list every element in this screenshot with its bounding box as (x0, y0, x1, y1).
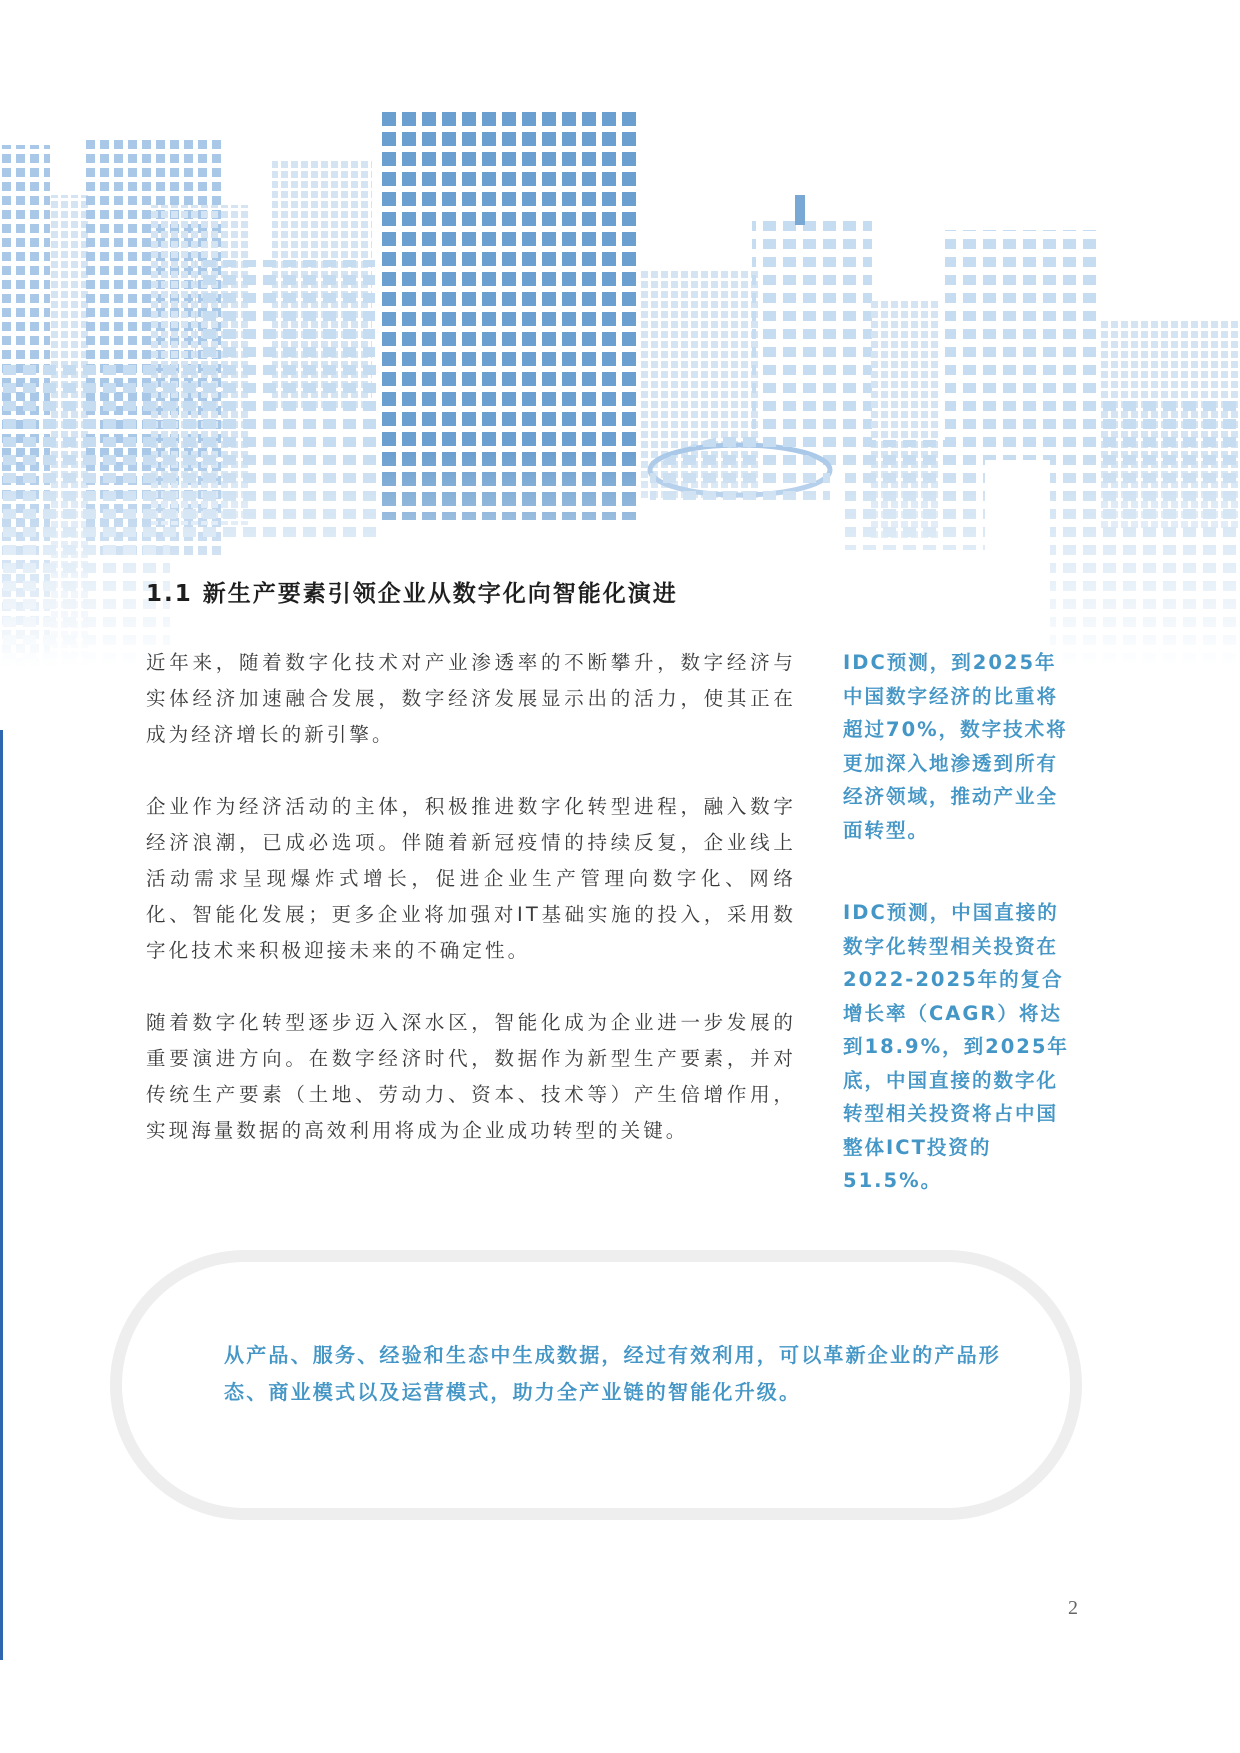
body-paragraph: 随着数字化转型逐步迈入深水区，智能化成为企业进一步发展的重要演进方向。在数字经济时代，数据作为新型生产要素，并对传统生产要素（土地、劳动力、资本、技术等）产生倍增作用，实现海量数据的高效利用将成为企业成功转型的关键。 (146, 1011, 796, 1142)
side-note-idc-investment: IDC预测，中国直接的数字化转型相关投资在2022-2025年的复合增长率（CAGR）将达到18.9%，到2025年底，中国直接的数字化转型相关投资将占中国整体ICT投资的51.5%。 (843, 901, 1069, 1192)
section-title: 1.1 新生产要素引领企业从数字化向智能化演进 (146, 581, 678, 607)
callout-text: 从产品、服务、经验和生态中生成数据，经过有效利用，可以革新企业的产品形态、商业模式以及运营模式，助力全产业链的智能化升级。 (224, 1343, 1001, 1404)
side-note-idc-digital-economy: IDC预测，到2025年中国数字经济的比重将超过70%，数字技术将更加深入地渗透到所有经济领域，推动产业全面转型。 (843, 651, 1068, 842)
body-paragraph: 近年来，随着数字化技术对产业渗透率的不断攀升，数字经济与实体经济加速融合发展，数字经济发展显示出的活力，使其正在成为经济增长的新引擎。 (146, 651, 796, 746)
body-paragraph: 企业作为经济活动的主体，积极推进数字化转型进程，融入数字经济浪潮，已成必选项。伴随着新冠疫情的持续反复，企业线上活动需求呈现爆炸式增长，促进企业生产管理向数字化、网络化、智能化发展；更多企业将加强对IT基础实施的投入，采用数字化技术来积极迎接未来的不确定性。 (146, 795, 796, 962)
left-accent-rule (0, 730, 3, 1660)
body-text (146, 645, 796, 1185)
city-skyline-illustration (0, 110, 1240, 730)
page-number: 2 (1068, 1597, 1078, 1619)
